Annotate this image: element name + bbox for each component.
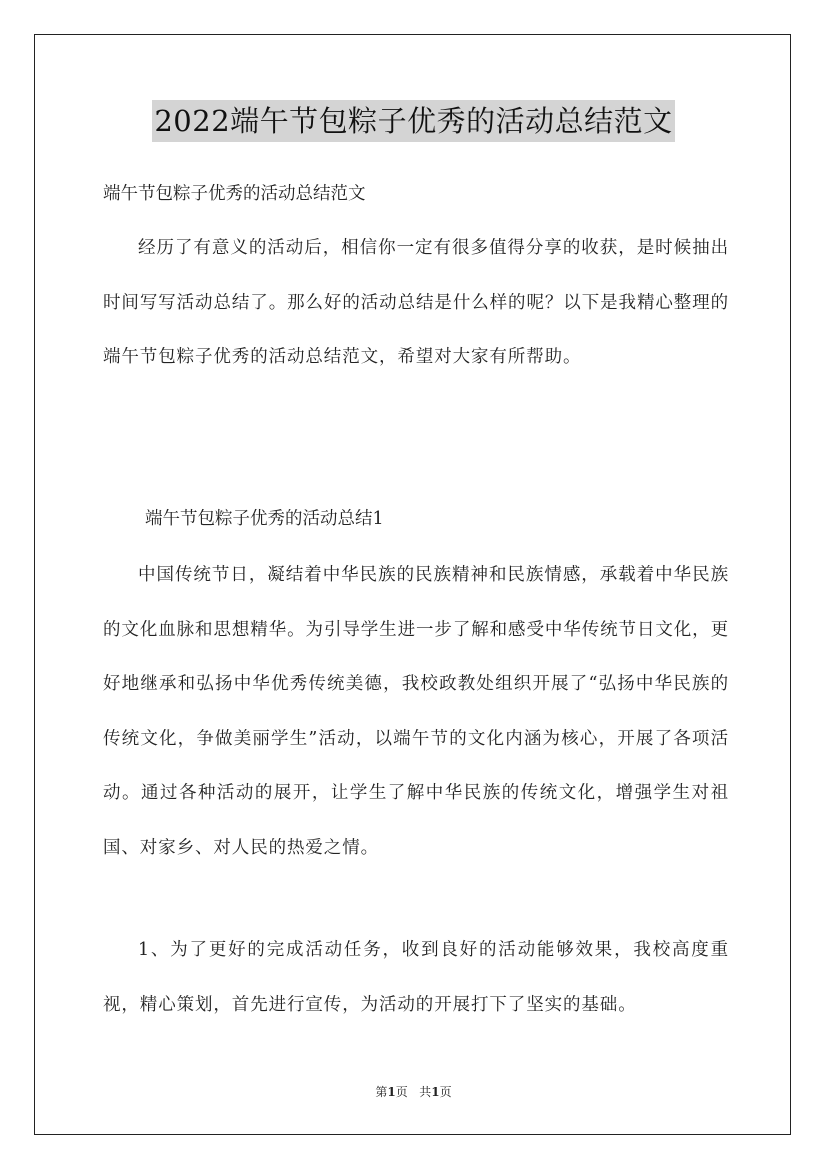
- page-footer: [0, 1083, 827, 1101]
- document-title: 2022端午节包粽子优秀的活动总结范文: [152, 100, 674, 142]
- footer-total-suffix: 页: [439, 1085, 452, 1099]
- document-subtitle: 端午节包粽子优秀的活动总结范文: [103, 184, 366, 204]
- footer-page-suffix: 页: [395, 1085, 408, 1099]
- footer-total-number: 1: [431, 1085, 440, 1099]
- footer-total-prefix: 共: [419, 1085, 432, 1099]
- footer-page-number: 1: [387, 1085, 396, 1099]
- section-heading: 端午节包粽子优秀的活动总结1: [145, 509, 384, 529]
- body-paragraph-1: 中国传统节日，凝结着中华民族的民族精神和民族情感，承载着中华民族的文化血脉和思想精华。为引导学生进一步了解和感受中华传统节日文化，更好地继承和弘扬中华优秀传统美德，我校政教处组织开展了“弘扬中华民族的传统文化，争做美丽学生”活动，以端午节的文化内涵为核心，开展了各项活动。通过各种活动的展开，让学生了解中华民族的传统文化，增强学生对祖国、对家乡、对人民的热爱之情。: [103, 565, 729, 858]
- intro-paragraph: 经历了有意义的活动后，相信你一定有很多值得分享的收获，是时候抽出时间写写活动总结了。那么好的活动总结是什么样的呢？以下是我精心整理的端午节包粽子优秀的活动总结范文，希望对大家有所帮助。: [103, 238, 729, 367]
- footer-page-prefix: 第: [375, 1085, 388, 1099]
- title-container: [0, 100, 827, 142]
- body-paragraph-2: 1、为了更好的完成活动任务，收到良好的活动能够效果，我校高度重视，精心策划，首先进行宣传，为活动的开展打下了坚实的基础。: [103, 940, 729, 1015]
